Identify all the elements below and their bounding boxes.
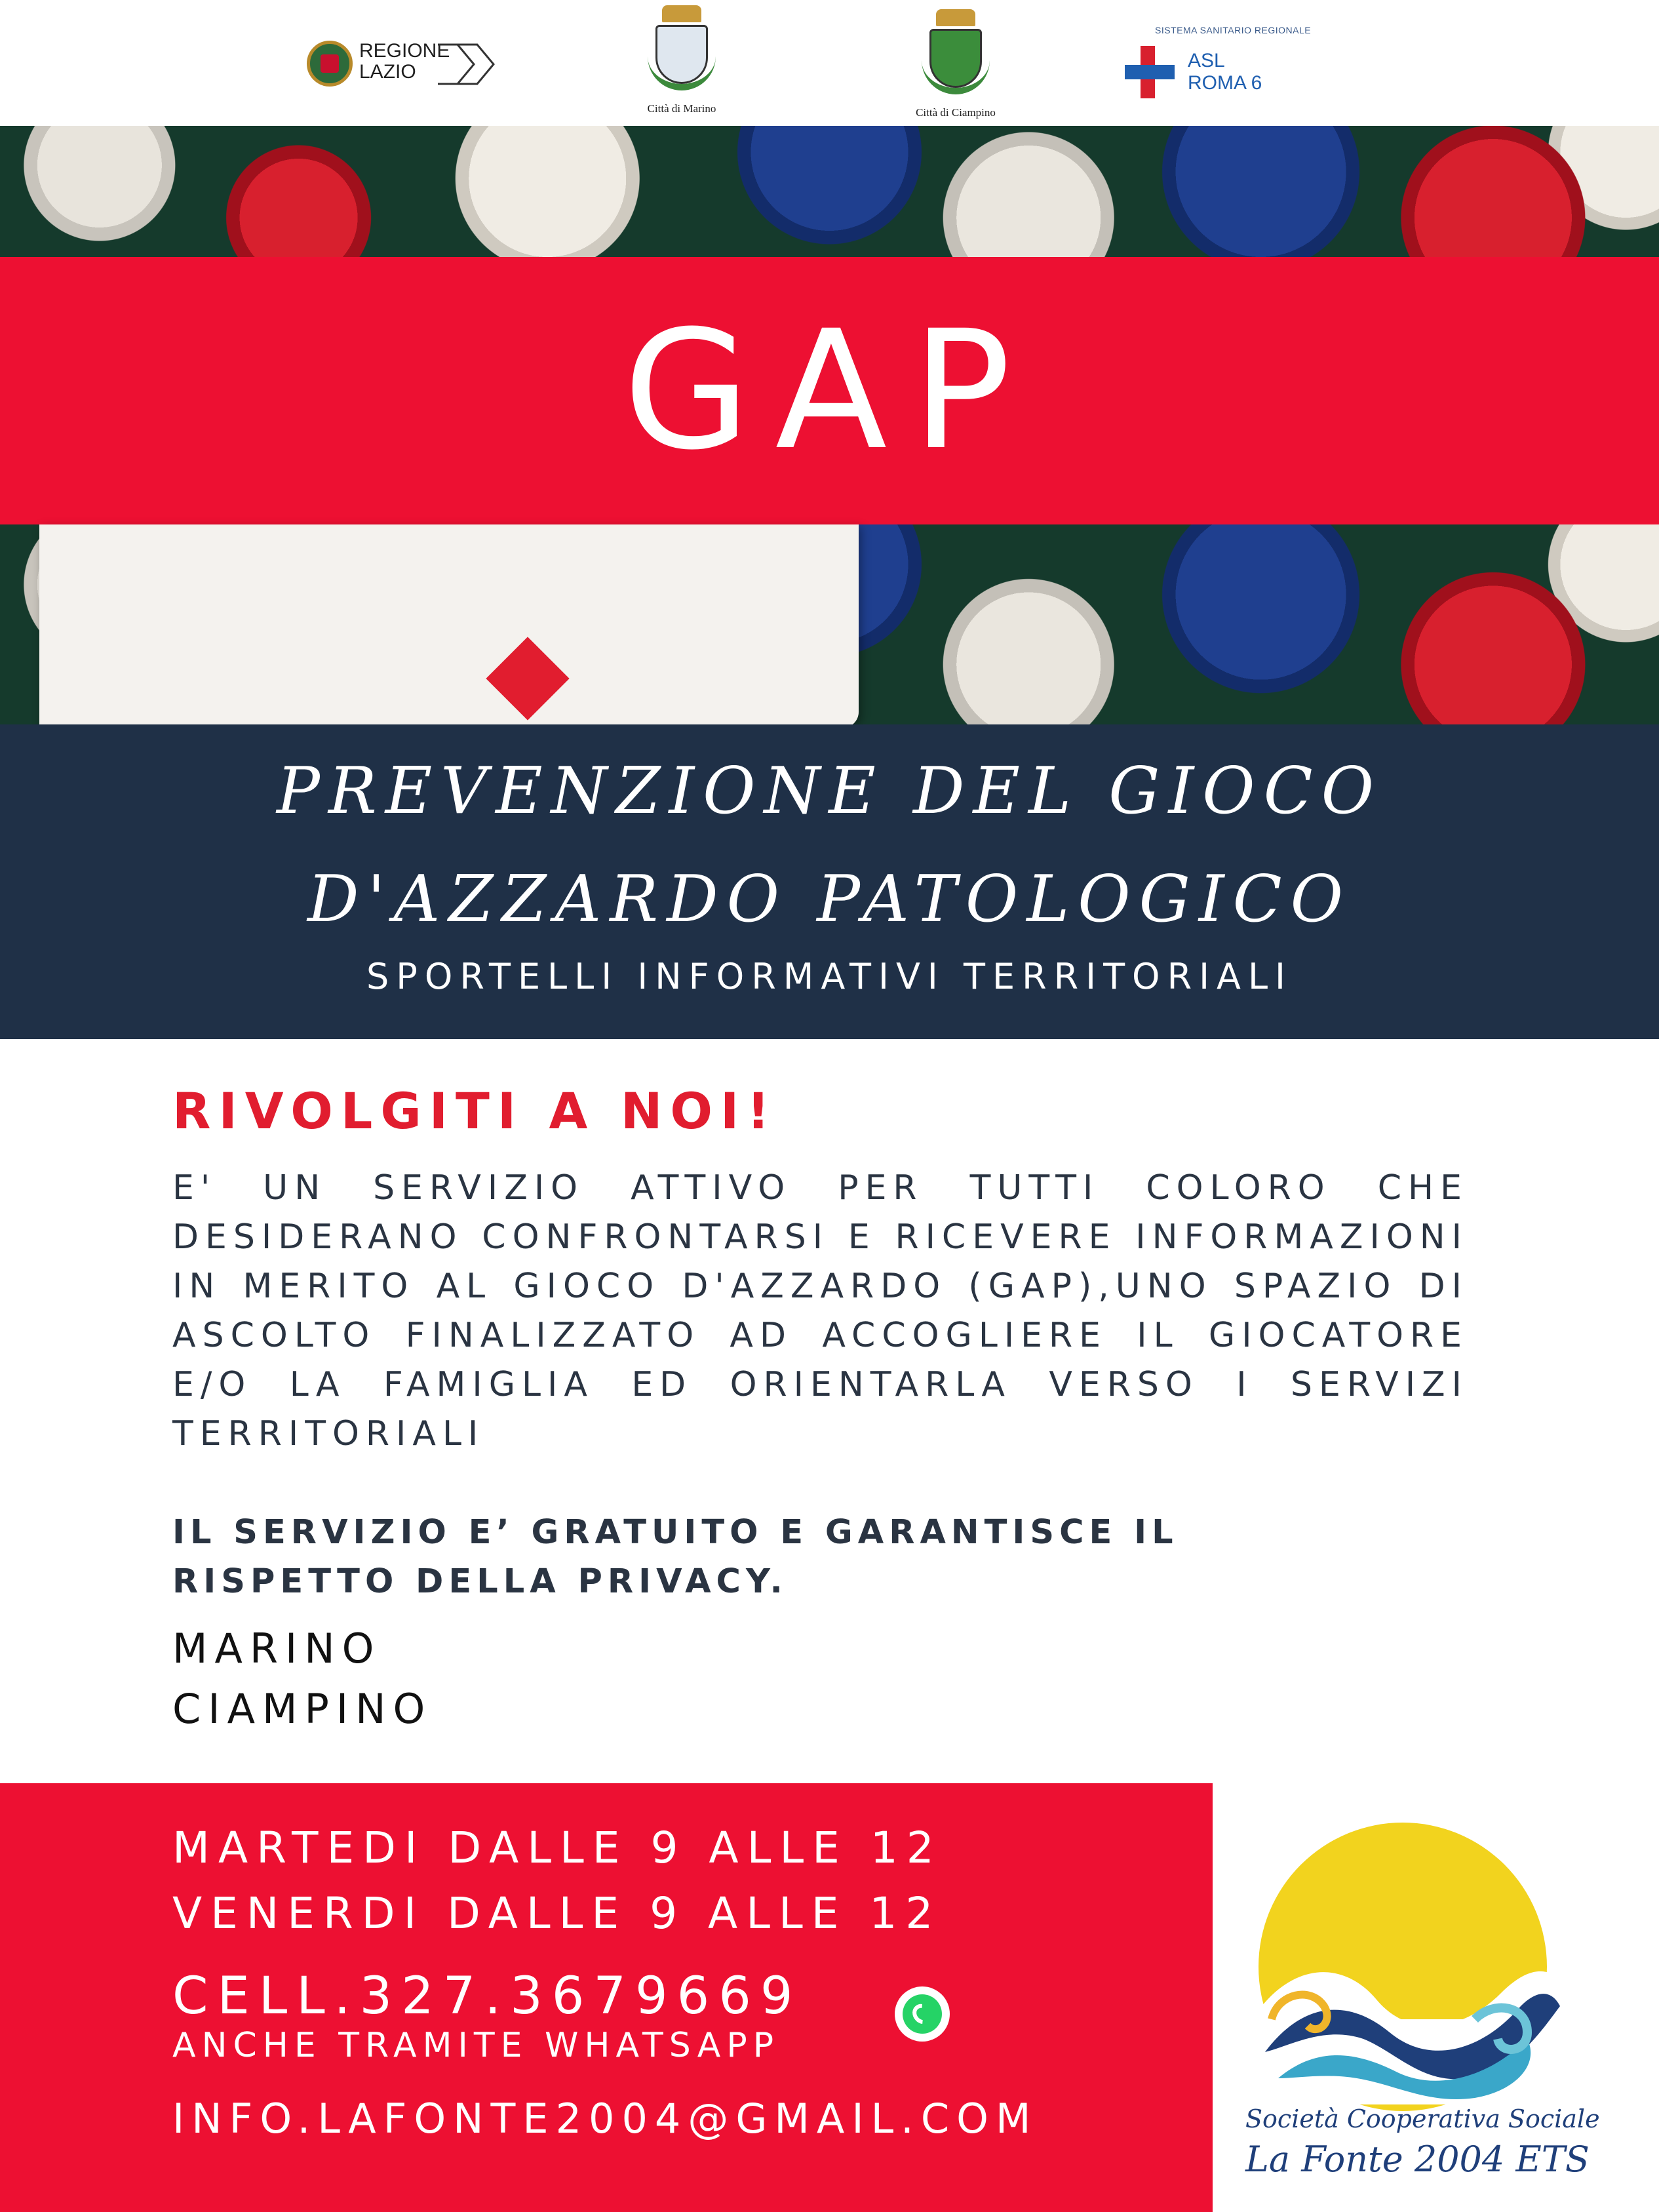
heading-subtitle: SPORTELLI INFORMATIVI TERRITORIALI [366,956,1293,997]
regione-lazio-emblem-icon [307,41,353,87]
banner-title: GAP [623,295,1036,486]
heading-line2: D'AZZARDO PATOLOGICO [307,862,1352,937]
asl-roma6-logo [1125,25,1361,104]
citta-ciampino-caption: Città di Ciampino [916,106,996,119]
la-fonte-logo [1245,1816,1600,2183]
free-service-note: IL SERVIZIO E’ GRATUITO E GARANTISCE IL RISPETTO DELLA PRIVACY. [172,1513,1179,1601]
regione-lazio-logo [307,38,490,90]
asl-line2: ROMA 6 [1188,72,1262,94]
logo-bar [0,0,1659,126]
hours-tuesday: MARTEDI DALLE 9 ALLE 12 [172,1823,943,1873]
email-address[interactable]: INFO.LAFONTE2004@GMAIL.COM [172,2095,1038,2143]
organization-name: La Fonte 2004 ETS [1245,2139,1590,2180]
regione-lazio-arrow-icon [438,38,497,90]
citta-marino-crest [642,5,721,123]
citta-ciampino-crest [916,9,995,127]
casino-chips-photo-top [0,126,1659,257]
hours-friday: VENERDI DALLE 9 ALLE 12 [172,1888,942,1939]
wreath-icon [922,49,990,94]
city-ciampino: CIAMPINO [172,1685,433,1733]
whatsapp-icon[interactable] [895,1986,950,2042]
organization-type: Società Cooperativa Sociale [1245,2104,1600,2133]
regione-lazio-line1: REGIONE [359,40,450,62]
phone-number[interactable]: CELL.327.3679669 [172,1967,802,2026]
crown-icon [662,5,701,22]
call-to-action: RIVOLGITI A NOI! [172,1082,777,1140]
playing-card [39,524,859,728]
regione-lazio-line2: LAZIO [359,61,416,83]
whatsapp-note: ANCHE TRAMITE WHATSAPP [172,2026,780,2065]
crown-icon [936,9,975,26]
asl-system-label: SISTEMA SANITARIO REGIONALE [1155,25,1312,35]
citta-marino-caption: Città di Marino [647,102,716,115]
diamond-suit-icon [486,637,569,720]
asl-line1: ASL [1188,50,1225,71]
city-marino: MARINO [172,1625,381,1672]
casino-chips-photo-bottom [0,524,1659,724]
wreath-icon [648,45,716,90]
waves-icon [1252,1921,1560,2104]
service-description: E' UN SERVIZIO ATTIVO PER TUTTI COLORO CHE DESIDERANO CONFRONTARSI E RICEVERE INFORMAZIONI IN MERITO AL GIOCO D'AZZARDO (GAP),UNO SPAZIO DI ASCOLTO FINALIZZATO AD ACCOGLIERE IL GIOCATORE E/O LA FAMIGLIA ED ORIENTARLA VERSO I SERVIZI TERRITORIALI [172,1168,1468,1453]
heading-line1: PREVENZIONE DEL GIOCO [277,754,1382,829]
